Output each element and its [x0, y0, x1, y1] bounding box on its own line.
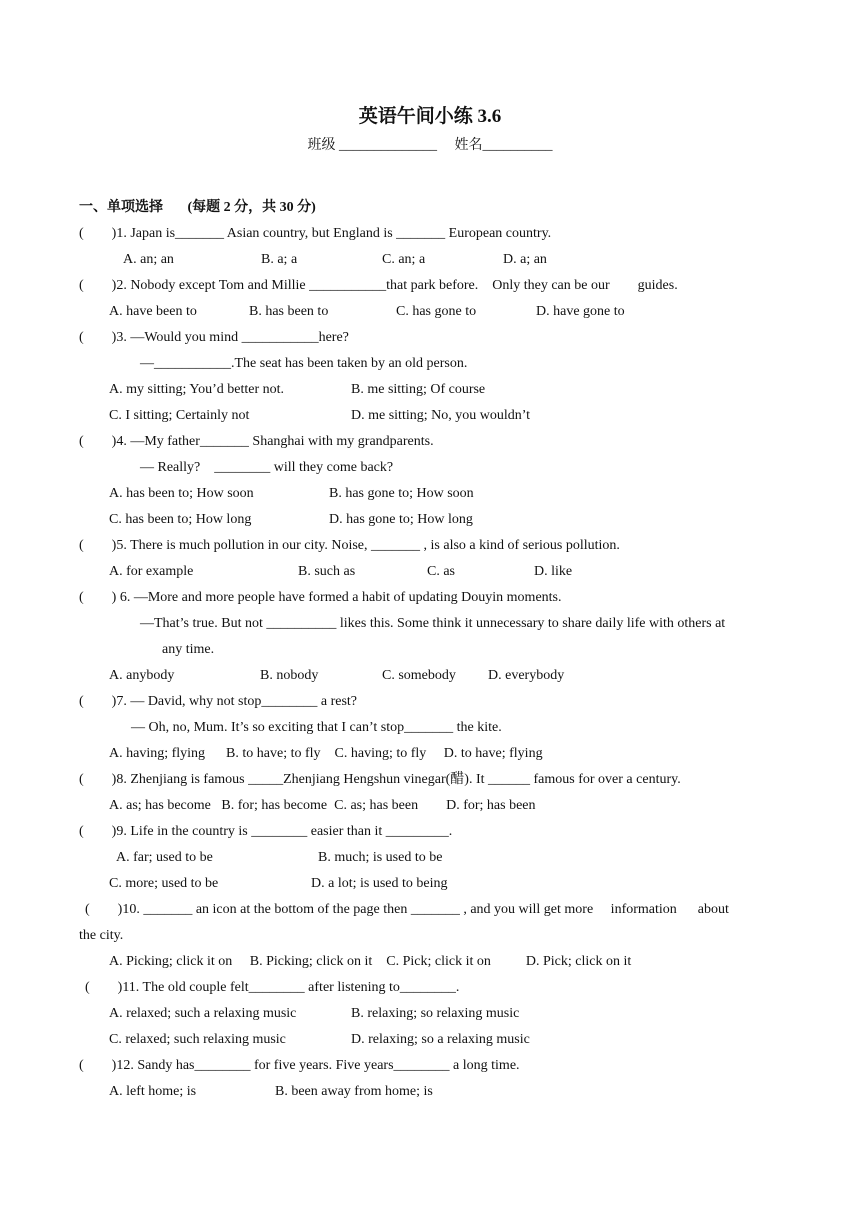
question-8: ( )8. Zhenjiang is famous _____Zhenjiang Hengshun vinegar(醋). It ______ famous for over a century. [79, 772, 681, 787]
question-1: ( )1. Japan is_______ Asian country, but England is _______ European country. [79, 226, 552, 241]
q3-option-d: D. me sitting; No, you wouldn’t [351, 408, 531, 423]
q7-options: A. having; flying B. to have; to fly C. having; to fly D. to have; flying [109, 746, 543, 761]
q6-response: —That’s true. But not __________ likes this. Some think it unnecessary to share daily life with others at [140, 616, 726, 631]
question-7: ( )7. — David, why not stop________ a rest? [79, 694, 358, 709]
q1-option-b: B. a; a [261, 252, 298, 267]
q6-response-cont: any time. [162, 642, 215, 657]
question-10-cont: the city. [79, 928, 124, 943]
q11-option-b: B. relaxing; so relaxing music [351, 1006, 520, 1021]
page-title: 英语午间小练 3.6 [358, 106, 502, 127]
q6-option-c: C. somebody [382, 668, 456, 683]
q12-option-a: A. left home; is [109, 1084, 197, 1099]
question-10: ( )10. _______ an icon at the bottom of the page then _______ , and you will get more information about [85, 902, 729, 917]
q7-response: — Oh, no, Mum. It’s so exciting that I can’t stop_______ the kite. [131, 720, 502, 735]
q4-response: — Really? ________ will they come back? [140, 460, 394, 475]
q9-option-c: C. more; used to be [109, 876, 219, 891]
q5-option-a: A. for example [109, 564, 194, 579]
q11-option-a: A. relaxed; such a relaxing music [109, 1006, 297, 1021]
q3-option-b: B. me sitting; Of course [351, 382, 486, 397]
question-4: ( )4. —My father_______ Shanghai with my grandparents. [79, 434, 434, 449]
question-12: ( )12. Sandy has________ for five years. Five years________ a long time. [79, 1058, 520, 1073]
question-3: ( )3. —Would you mind ___________here? [79, 330, 349, 345]
q5-option-b: B. such as [298, 564, 356, 579]
q2-option-c: C. has gone to [396, 304, 477, 319]
q11-option-d: D. relaxing; so a relaxing music [351, 1032, 530, 1047]
q1-option-a: A. an; an [123, 252, 174, 267]
q6-option-d: D. everybody [488, 668, 565, 683]
question-5: ( )5. There is much pollution in our city. Noise, _______ , is also a kind of serious pollution. [79, 538, 620, 553]
q2-option-d: D. have gone to [536, 304, 625, 319]
q6-option-a: A. anybody [109, 668, 175, 683]
q8-options: A. as; has become B. for; has become C. as; has been D. for; has been [109, 798, 536, 813]
question-9: ( )9. Life in the country is ________ easier than it _________. [79, 824, 453, 839]
question-6: ( ) 6. —More and more people have formed a habit of updating Douyin moments. [79, 590, 562, 605]
q5-option-d: D. like [534, 564, 573, 579]
q1-option-d: D. a; an [503, 252, 547, 267]
q3-option-c: C. I sitting; Certainly not [109, 408, 250, 423]
q9-option-a: A. far; used to be [116, 850, 213, 865]
question-2: ( )2. Nobody except Tom and Millie ___________that park before. Only they can be our guides. [79, 278, 678, 293]
section-heading: 一、单项选择 (每题 2 分，共 30 分) [79, 200, 316, 215]
q3-response: —___________.The seat has been taken by an old person. [140, 356, 468, 371]
q11-option-c: C. relaxed; such relaxing music [109, 1032, 286, 1047]
q2-option-a: A. have been to [109, 304, 197, 319]
q1-option-c: C. an; a [382, 252, 426, 267]
q9-option-b: B. much; is used to be [318, 850, 443, 865]
q10-options: A. Picking; click it on B. Picking; click on it C. Pick; click it on D. Pick; click on it [109, 954, 632, 969]
q9-option-d: D. a lot; is used to being [311, 876, 448, 891]
q6-option-b: B. nobody [260, 668, 319, 683]
q12-option-b: B. been away from home; is [275, 1084, 433, 1099]
q5-option-c: C. as [427, 564, 455, 579]
q2-option-b: B. has been to [249, 304, 329, 319]
q3-option-a: A. my sitting; You’d better not. [109, 382, 285, 397]
q4-option-d: D. has gone to; How long [329, 512, 473, 527]
q4-option-a: A. has been to; How soon [109, 486, 254, 501]
q4-option-b: B. has gone to; How soon [329, 486, 474, 501]
q4-option-c: C. has been to; How long [109, 512, 252, 527]
question-11: ( )11. The old couple felt________ after listening to________. [85, 980, 460, 995]
class-name-line: 班级 ______________ 姓名__________ [307, 138, 553, 153]
